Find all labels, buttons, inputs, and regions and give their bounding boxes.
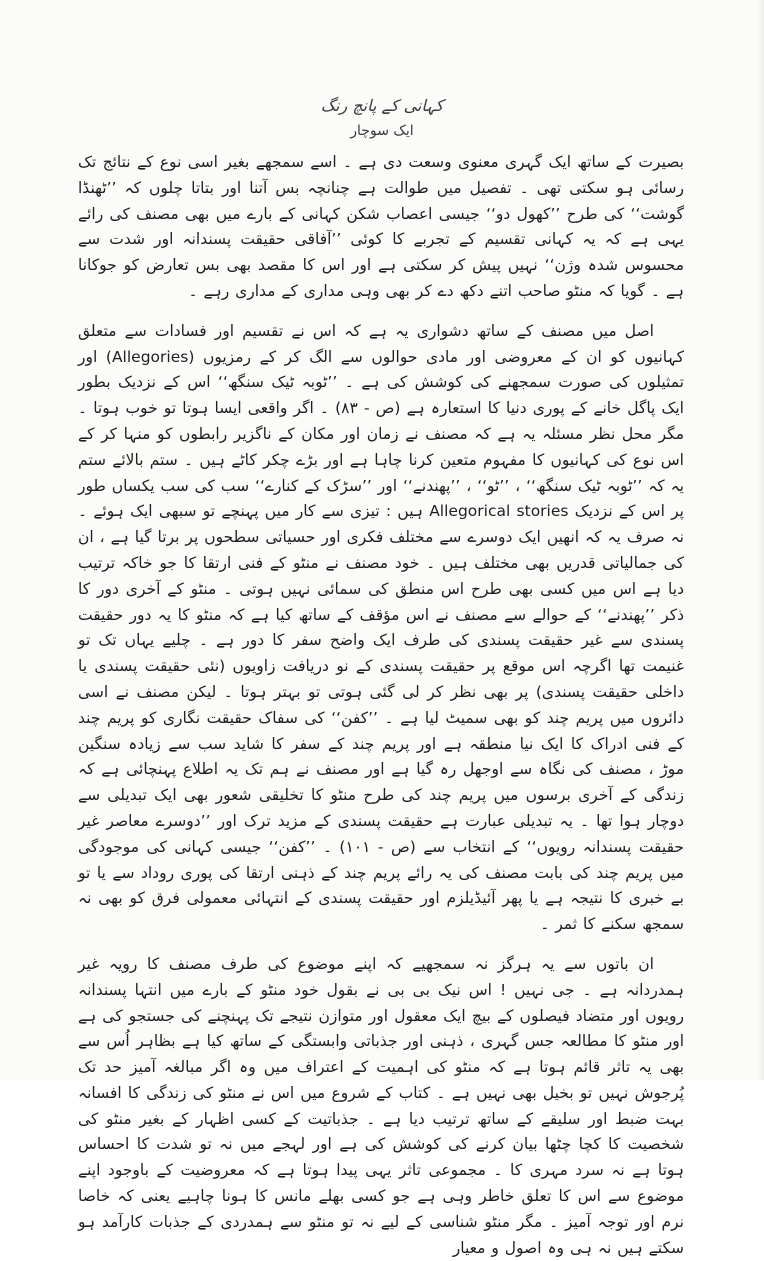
paragraph-3: ان باتوں سے یہ ہرگز نہ سمجھیے کہ اپنے موضوع کی طرف مصنف کا رویہ غیر ہمدردانہ ہے ۔ جی نہیں ! اس نیک بی بی نے بقول خود منٹو کے بارے میں انتہا پسندانہ رویوں اور متضاد فیصلوں کے بیچ ایک معقول اور متوازن نتیجے تک پہنچنے کی جستجو کی ہے اور منٹو کا مطالعہ جس گہری ، ذہنی اور جذباتی وابستگی کے ساتھ کیا ہے بظاہر اُس سے بھی یہ تاثر قائم ہوتا ہے کہ منٹو کی اہمیت کے اعتراف میں وہ اگر مبالغہ آمیز حد تک پُرجوش نہیں تو بخیل بھی نہیں ہے ۔ کتاب کے شروع میں اس نے منٹو کی زندگی کا افسانہ بہت ضبط اور سلیقے کے ساتھ ترتیب دیا ہے ۔ جذباتیت کے کسی اظہار کے بغیر منٹو کی شخصیت کا کچا چٹھا بیان کرنے کی کوشش کی ہے اور لہجے میں نہ تو شدت کا احساس ہوتا ہے نہ سرد مہری کا ۔ مجموعی تاثر یہی پیدا ہوتا ہے کہ معروضیت کے باوجود اپنے موضوع سے اس کا تعلق خاطر وہی ہے جو کسی بھلے مانس کا ہونا چاہیے یعنی کہ خاصا نرم اور توجہ آمیز ۔ مگر منٹو شناسی کے لیے نہ تو منٹو سے ہمدردی کے جذبات کارآمد ہو سکتے ہیں نہ ہی وہ اصول و معیار [78,954,684,1257]
article-body [78,150,684,1257]
author-name: ایک سوچار [350,123,414,139]
paragraph-2: اصل میں مصنف کے ساتھ دشواری یہ ہے کہ اس نے تقسیم اور فسادات سے متعلق کہانیوں کو ان کے معروضی اور مادی حوالوں سے الگ کر کے رمزیوں (Allegories) اور تمثیلوں کی صورت سمجھنے کی کوشش کی ہے ۔ ’’ٹوبہ ٹیک سنگھ‘‘ اس کے نزدیک بطور ایک پاگل خانے کے پوری دنیا کا استعارہ ہے (ص - ۸۳) ۔ اگر واقعی ایسا ہوتا تو خوب ہوتا ۔ مگر محل نظر مسئلہ یہ ہے کہ مصنف نے زمان اور مکان کے ناگزیر رابطوں کو منہا کر کے اس نوع کی کہانیوں کا مفہوم متعین کرنا چاہا ہے اور بڑے چکر کاٹے ہیں ۔ ستم بالائے ستم یہ کہ ’’ٹوبہ ٹیک سنگھ‘‘ ، ’’ٹو‘‘ ، ’’پھندنے‘‘ اور ’’سڑک کے کنارے‘‘ سب کی سب یکساں طور پر اس کے نزدیک Allegorical stories ہیں : تیزی سے کار میں پہنچے تو سبھی ایک ہوئے ۔ نہ صرف یہ کہ انھیں ایک دوسرے سے مختلف فکری اور حسیاتی سطحوں پر برتا گیا ہے ، ان کی جمالیاتی قدریں بھی مختلف ہیں ۔ خود مصنف نے منٹو کے فنی ارتقا کا جو خاکہ ترتیب دیا ہے اس میں کسی بھی طرح اس منطق کی سمائی نہیں ہوتی ۔ منٹو کے آخری دور کا ذکر ’’پھندنے‘‘ کے حوالے سے مصنف نے اس مؤقف کے ساتھ کیا ہے کہ منٹو کا یہ دور حقیقت پسندی سے غیر حقیقت پسندی کی طرف ایک واضح سفر کا دور ہے ۔ چلیے یہاں تک تو غنیمت تھا اگرچہ اس موقع پر حقیقت پسندی کے نو دریافت زاویوں (نئی حقیقت پسندی یا داخلی حقیقت پسندی) پر بھی نظر کر لی گئی ہوتی تو بہتر ہوتا ۔ لیکن مصنف نے اسی دائروں میں پریم چند کو بھی سمیٹ لیا ہے ۔ ’’کفن‘‘ کی سفاک حقیقت نگاری کو پریم چند کے فنی ادراک کا ایک نیا منطقہ ہے اور پریم چند کے سفر کا شاید سب سے زیادہ سنگین موڑ ، مصنف کی نگاہ سے اوجھل رہ گیا ہے اور مصنف نے ہم تک یہ اطلاع پہنچائی ہے کہ زندگی کے آخری برسوں میں پریم چند کی طرح منٹو کا تخلیقی شعور بھی ایک تبدیلی سے دوچار ہوا تھا ۔ یہ تبدیلی عبارت ہے حقیقت پسندی کے مزید ترک اور ’’دوسرے معاصر غیر حقیقت پسندانہ رویوں‘‘ کے انتخاب سے (ص - ۱۰۱) ۔ ’’کفن‘‘ جیسی کہانی کی موجودگی میں پریم چند کی بابت مصنف کی یہ رائے پریم چند کے ذہنی ارتقا کی پوری روداد سے یا تو بے خبری کا نتیجہ ہے یا پھر آئیڈیلزم اور حقیقت پسندی کے انتہائی معمولی فرق کو بھی نہ سمجھ سکنے کا ثمر ۔ [78,321,684,934]
header-block [0,95,764,141]
book-title: کہانی کے پانچ رنگ [320,96,444,115]
page-edge-shadow [758,0,764,1080]
paragraph-1: بصیرت کے ساتھ ایک گہری معنوی وسعت دی ہے ۔ اسے سمجھے بغیر اسی نوع کے نتائج تک رسائی ہو سکتی تھی ۔ تفصیل میں طوالت ہے چنانچہ بس آتنا اور بتاتا چلوں کہ ’’ٹھنڈا گوشت‘‘ کی طرح ’’کھول دو‘‘ جیسی اعصاب شکن کہانی کے بارے میں بھی مصنف کی رائے یہی ہے کہ یہ کہانی تقسیم کے تجربے کا کوئی ’’آفاقی حقیقت پسندانہ اور شدت سے محسوس شدہ وژن‘‘ نہیں پیش کر سکتی ہے اور اس کا مقصد بھی بس تعارض کو جوکانا ہے ۔ گویا کہ منٹو صاحب اتنے دکھ دے کر بھی وہی مداری کے مداری رہے ۔ [78,153,684,300]
